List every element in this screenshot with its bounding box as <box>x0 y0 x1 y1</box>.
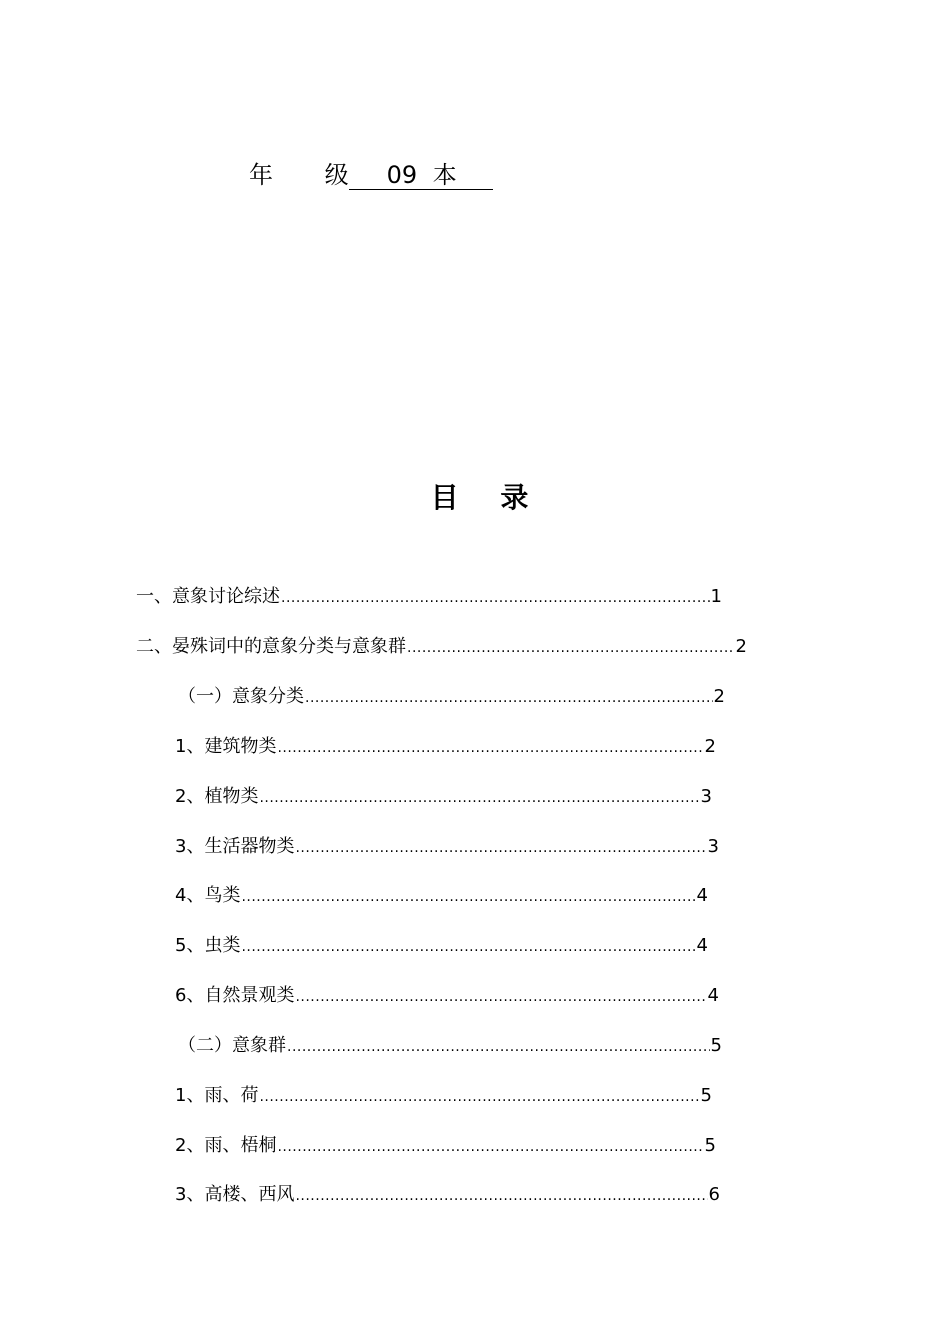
toc-leader-dots <box>295 1184 707 1208</box>
toc-entry-label: 2、植物类 <box>175 786 259 807</box>
toc-entry-page: 4 <box>696 935 708 956</box>
toc-entry-2[interactable] <box>136 635 747 659</box>
toc-entry-page: 5 <box>700 1085 712 1106</box>
toc-leader-dots <box>241 935 695 959</box>
toc-leader-dots <box>281 586 710 610</box>
toc-entry-label: 5、虫类 <box>175 935 241 956</box>
toc-entry-page: 2 <box>735 636 747 657</box>
toc-entry-5[interactable] <box>175 785 712 809</box>
toc-entry-label: 一、意象讨论综述 <box>136 586 280 607</box>
toc-entry-page: 5 <box>704 1135 716 1156</box>
toc-entry-page: 1 <box>710 586 722 607</box>
toc-entry-label: 6、自然景观类 <box>175 985 295 1006</box>
toc-entry-page: 2 <box>704 736 716 757</box>
toc-entry-label: 二、晏殊词中的意象分类与意象群 <box>136 636 406 657</box>
toc-title: 目 录 <box>430 481 545 514</box>
toc-leader-dots <box>259 1085 699 1109</box>
toc-entry-6[interactable] <box>175 835 719 859</box>
toc-entry-page: 3 <box>707 836 719 857</box>
toc-entry-label: 2、雨、梧桐 <box>175 1135 277 1156</box>
toc-entry-page: 4 <box>707 985 719 1006</box>
toc-entry-label: （一）意象分类 <box>178 686 304 707</box>
toc-entry-7[interactable] <box>175 884 708 908</box>
toc-entry-page: 2 <box>713 686 725 707</box>
toc-entry-page: 3 <box>700 786 712 807</box>
grade-line <box>249 158 493 192</box>
toc-entry-1[interactable] <box>136 585 722 609</box>
toc-entry-11[interactable] <box>175 1084 712 1108</box>
toc-entry-4[interactable] <box>175 735 716 759</box>
grade-value: 09 本 <box>349 161 493 190</box>
toc-leader-dots <box>277 1135 703 1159</box>
toc-entry-page: 6 <box>708 1184 720 1205</box>
toc-entry-page: 4 <box>696 885 708 906</box>
toc-leader-dots <box>259 786 699 810</box>
toc-leader-dots <box>287 1035 710 1059</box>
toc-entry-label: 4、鸟类 <box>175 885 241 906</box>
toc-entry-13[interactable] <box>175 1183 720 1207</box>
toc-entry-8[interactable] <box>175 934 708 958</box>
toc-leader-dots <box>277 736 703 760</box>
toc-leader-dots <box>295 985 706 1009</box>
toc-entry-12[interactable] <box>175 1134 716 1158</box>
toc-leader-dots <box>407 636 735 660</box>
toc-entry-10[interactable] <box>178 1034 722 1058</box>
toc-entry-9[interactable] <box>175 984 719 1008</box>
toc-entry-label: 3、高楼、西风 <box>175 1184 295 1205</box>
toc-entry-3[interactable] <box>178 685 725 709</box>
grade-label: 年 级 <box>249 161 371 189</box>
toc-leader-dots <box>295 836 706 860</box>
toc-entry-label: （二）意象群 <box>178 1035 286 1056</box>
toc-entry-label: 1、雨、荷 <box>175 1085 259 1106</box>
toc-entry-label: 1、建筑物类 <box>175 736 277 757</box>
toc-entry-page: 5 <box>710 1035 722 1056</box>
toc-leader-dots <box>305 686 713 710</box>
toc-leader-dots <box>241 885 695 909</box>
toc-entry-label: 3、生活器物类 <box>175 836 295 857</box>
